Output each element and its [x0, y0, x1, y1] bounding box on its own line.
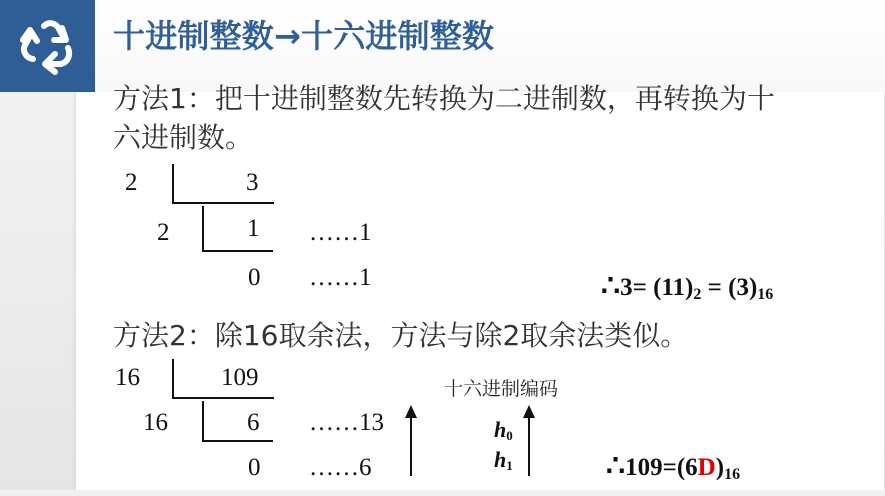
hex-digit-h0 [494, 419, 513, 447]
result1-equals2: = [707, 274, 722, 301]
division1-dividend-top: 3 [246, 169, 259, 196]
encoding-up-arrow-icon [521, 405, 537, 478]
division1-second-vertical-line [202, 206, 204, 251]
division2-second-vertical-line [202, 401, 204, 441]
therefore-symbol-1: ∴ [601, 270, 621, 303]
result2-expression-start: 109=(6 [625, 454, 698, 481]
division1-remainder2: ……1 [309, 264, 372, 291]
division2-remainder1: ……13 [309, 409, 384, 436]
h0-letter: h [494, 417, 507, 442]
division2-divisor-top: 16 [115, 364, 140, 391]
division2-remainder2: ……6 [309, 454, 372, 481]
h1-subscript: 1 [506, 458, 513, 473]
division2-quotient1: 6 [247, 409, 260, 436]
division2-top-horizontal-line [172, 397, 274, 399]
division2-dividend-top: 109 [221, 364, 259, 391]
method1-description-line1: 方法1：把十进制整数先转换为二进制数，再转换为十 [113, 82, 775, 115]
method2-description: 方法2：除16取余法，方法与除2取余法类似。 [113, 319, 689, 352]
result2-base: 16 [724, 466, 741, 483]
hex-encoding-label: 十六进制编码 [444, 378, 559, 400]
division1-divisor-top: 2 [125, 169, 138, 196]
division2-divisor-second: 16 [143, 409, 168, 436]
result1-hex-base: 16 [757, 286, 774, 303]
result1-hex: (3) [728, 274, 758, 301]
division1-top-vertical-line [172, 164, 174, 203]
result1-binary: (11) [653, 274, 694, 301]
division1-top-horizontal-line [172, 202, 274, 204]
division1-quotient1: 1 [247, 215, 260, 242]
division1-divisor-second: 2 [157, 219, 170, 246]
up-arrow-icon [403, 405, 419, 478]
hex-digit-h1 [494, 449, 513, 477]
page-title: 十进制整数→十六进制整数 [113, 17, 495, 55]
method1-result [601, 271, 773, 310]
division1-second-horizontal-line [202, 250, 273, 252]
division1-remainder1: ……1 [309, 219, 372, 246]
result2-expression-end: ) [715, 454, 725, 481]
method1-description-line2: 六进制数。 [113, 121, 254, 154]
division2-second-horizontal-line [202, 440, 273, 442]
h0-subscript: 0 [506, 428, 513, 443]
therefore-symbol-2: ∴ [606, 450, 626, 483]
h1-letter: h [494, 447, 507, 472]
division2-top-vertical-line [172, 359, 174, 398]
method2-result [606, 451, 740, 490]
division2-quotient2: 0 [248, 454, 261, 481]
result2-red-digit: D [697, 454, 716, 481]
bottom-bar [0, 490, 885, 496]
result1-binary-base: 2 [693, 286, 702, 303]
result1-number: 3 [620, 274, 633, 301]
recycle-icon [13, 16, 83, 76]
result1-equals1: = [632, 274, 647, 301]
logo-box [0, 0, 95, 92]
division1-quotient2: 0 [248, 264, 261, 291]
